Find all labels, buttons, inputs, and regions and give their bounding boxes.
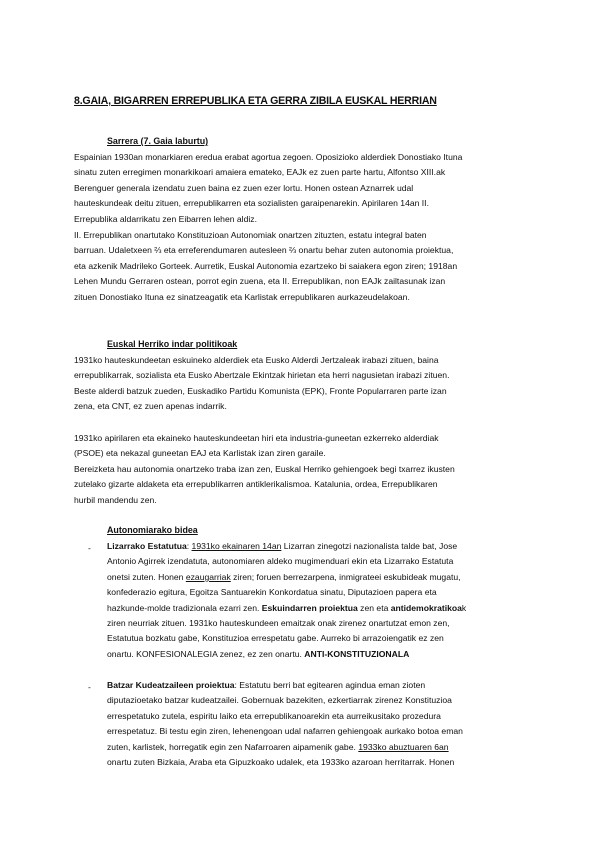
text-line: barruan. Udaletxeen ⅔ eta erreferendumaren autesleen ⅔ onartu behar zuten autonomia proiektua,: [74, 245, 454, 256]
bullet-marker: -: [88, 543, 91, 553]
text-line: sinatu zuten erregimen monarkikoari amaiera emateko, EAJk ez zuen parte hartu, Alfontso XIII.ak: [74, 167, 446, 178]
bold-term: Eskuindarren proiektua: [261, 602, 358, 613]
text-line: Antonio Agirrek izendatuta, autonomiaren aldeko mugimenduari ekin eta Lizarrako Estatuta: [107, 556, 454, 567]
text-line: errespetatuz. Bi testu egin ziren, lehenengoan udal nafarren gehiengoak aurkako botoa eman: [107, 726, 463, 737]
text-line: hauteskundeak deitu zituen, errepublikarren eta sozialisten garaipenarekin. Apirilaren 14an II.: [74, 198, 429, 209]
text-line: Beste alderdi batzuk zueden, Euskadiko Partidu Komunista (EPK), Fronte Popularraren parte izan: [74, 385, 447, 396]
text-line: diputazioetako batzar kudeatzailei. Gobernuak bazekiten, ezkertiarrak zirenez Konstituzioa: [107, 695, 452, 706]
date-highlight: 1933ko abuztuaren 6an: [358, 741, 449, 752]
text-line: Lehen Mundu Gerraren ostean, porrot egin zuena, eta II. Errepublikan, non EAJk zailtasunak izan: [74, 276, 446, 287]
bold-term: antidemokratikoa: [390, 602, 462, 613]
text-line: Berenguer generala izendatu zuen baina ez zuen ezer lortu. Honen ostean Aznarrek udal: [74, 182, 414, 193]
text-line: errespetatuko zutela, espiritu laiko eta errepublikanoarekin eta aurreikusitako prozedura: [107, 710, 441, 721]
text-line: onartu zuten Bizkaia, Araba eta Gipuzkoako udalek, eta 1933ko azaroan herritarrak. Honen: [107, 757, 455, 768]
text-line: errepublikarrak, sozialista eta Eusko Abertzale Ekintzak hirietan eta herri nagusietan irabazi zituen.: [74, 370, 450, 381]
text-fragment: hazkunde-molde tradizionala ezarri zen.: [107, 602, 262, 613]
text-line: konfederazio egitura, Egoitza Santuarekin Konkordatua sinatu, Diputazioen papera eta: [107, 587, 437, 598]
section-heading-autonomiarako-bidea: Autonomiarako bidea: [107, 525, 198, 535]
text-fragment: :: [186, 541, 192, 551]
text-line: Espainian 1930an monarkiaren eredua erabat agortua zegoen. Oposizioko alderdiek Donostiako Ituna: [74, 152, 463, 162]
underlined-term: ezaugarriak: [185, 571, 231, 582]
text-fragment: zuten, karlistek, horregatik egin zen Nafarroaren aipamenik gabe.: [107, 741, 359, 752]
text-line: Bereizketa hau autonomia onartzeko traba izan zen, Euskal Herriko gehiengoek begi txarrez ikusten: [74, 463, 455, 474]
item-label: Batzar Kudeatzaileen proiektua: [107, 680, 235, 690]
paragraph-sarrera-1: [74, 150, 544, 227]
item-label: Lizarrako Estatutua: [107, 541, 187, 551]
paragraph-sarrera-2: [74, 228, 544, 305]
text-line: zituen Donostiako Ituna ez sinatzeagatik eta Karlistak errepublikaren aurkazeudelakoan.: [74, 291, 410, 302]
list-item-lizarrako-estatutua: [107, 539, 552, 662]
text-line: Estatutua bozkatu gabe, Konstituzioa errespetatu gabe. Aurreko bi arrazoiengatik ez zen: [107, 633, 444, 644]
text-line: hurbil mandendu zen.: [74, 494, 157, 505]
paragraph-indar-2: [74, 431, 544, 508]
text-fragment: ziren; foruen berrezarpena, inmigrateei eskubideak mugatu,: [230, 571, 461, 582]
section-heading-sarrera: Sarrera (7. Gaia laburtu): [107, 136, 209, 146]
date-highlight: 1931ko ekainaren 14an: [191, 541, 282, 551]
text-line: Errepublika aldarrikatu zen Eibarren lehen aldiz.: [74, 213, 257, 224]
text-fragment: : Estatutu berri bat egitearen agindua eman zioten: [234, 680, 426, 690]
text-fragment: k: [461, 602, 467, 613]
text-line: zena, eta CNT, ez zuen apenas indarrik.: [74, 401, 227, 412]
text-line: ziren neurriak zituen. 1931ko hauteskundeen emaitzak onak zirenez onartutzat emon zen,: [107, 618, 450, 629]
section-heading-indar-politikoak: Euskal Herriko indar politikoak: [107, 339, 238, 349]
text-line: 1931ko hauteskundeetan eskuineko alderdiek eta Eusko Alderdi Jertzaleak irabazi zituen, baina: [74, 355, 439, 365]
bullet-marker: -: [88, 682, 91, 692]
text-fragment: onartu. KONFESIONALEGIA zenez, ez zen onartu.: [107, 648, 305, 659]
paragraph-indar-1: [74, 353, 544, 415]
text-line: zutelako gizarte aldaketa eta errepublikarren antiklerikalismoa. Katalunia, ordea, Errepublikaren: [74, 479, 438, 490]
text-fragment: Lizarran zinegotzi nazionalista talde bat, Jose: [281, 541, 458, 551]
page-title: 8.GAIA, BIGARREN ERREPUBLIKA ETA GERRA ZIBILA EUSKAL HERRIAN: [74, 95, 437, 107]
bold-term: ANTI-KONSTITUZIONALA: [304, 648, 410, 659]
text-line: eta azkenik Madrileko Gorteek. Aurretik, Euskal Autonomia ezartzeko bi saiakera egon ziren; 1918an: [74, 260, 458, 271]
text-line: II. Errepublikan onartutako Konstituzioan Autonomiak onartzen zituzten, estatu integral baten: [74, 230, 427, 240]
text-line: (PSOE) eta nekazal guneetan EAJ eta Karlistak izan ziren garaile.: [74, 448, 326, 459]
text-fragment: zen eta: [357, 602, 391, 613]
text-line: 1931ko apirilaren eta ekaineko hauteskundeetan hiri eta industria-guneetan ezkerreko alderdiak: [74, 433, 439, 443]
list-item-batzar-kudeatzaileen-proiektua: [107, 678, 552, 770]
text-fragment: onetsi zuten. Honen: [107, 571, 186, 582]
